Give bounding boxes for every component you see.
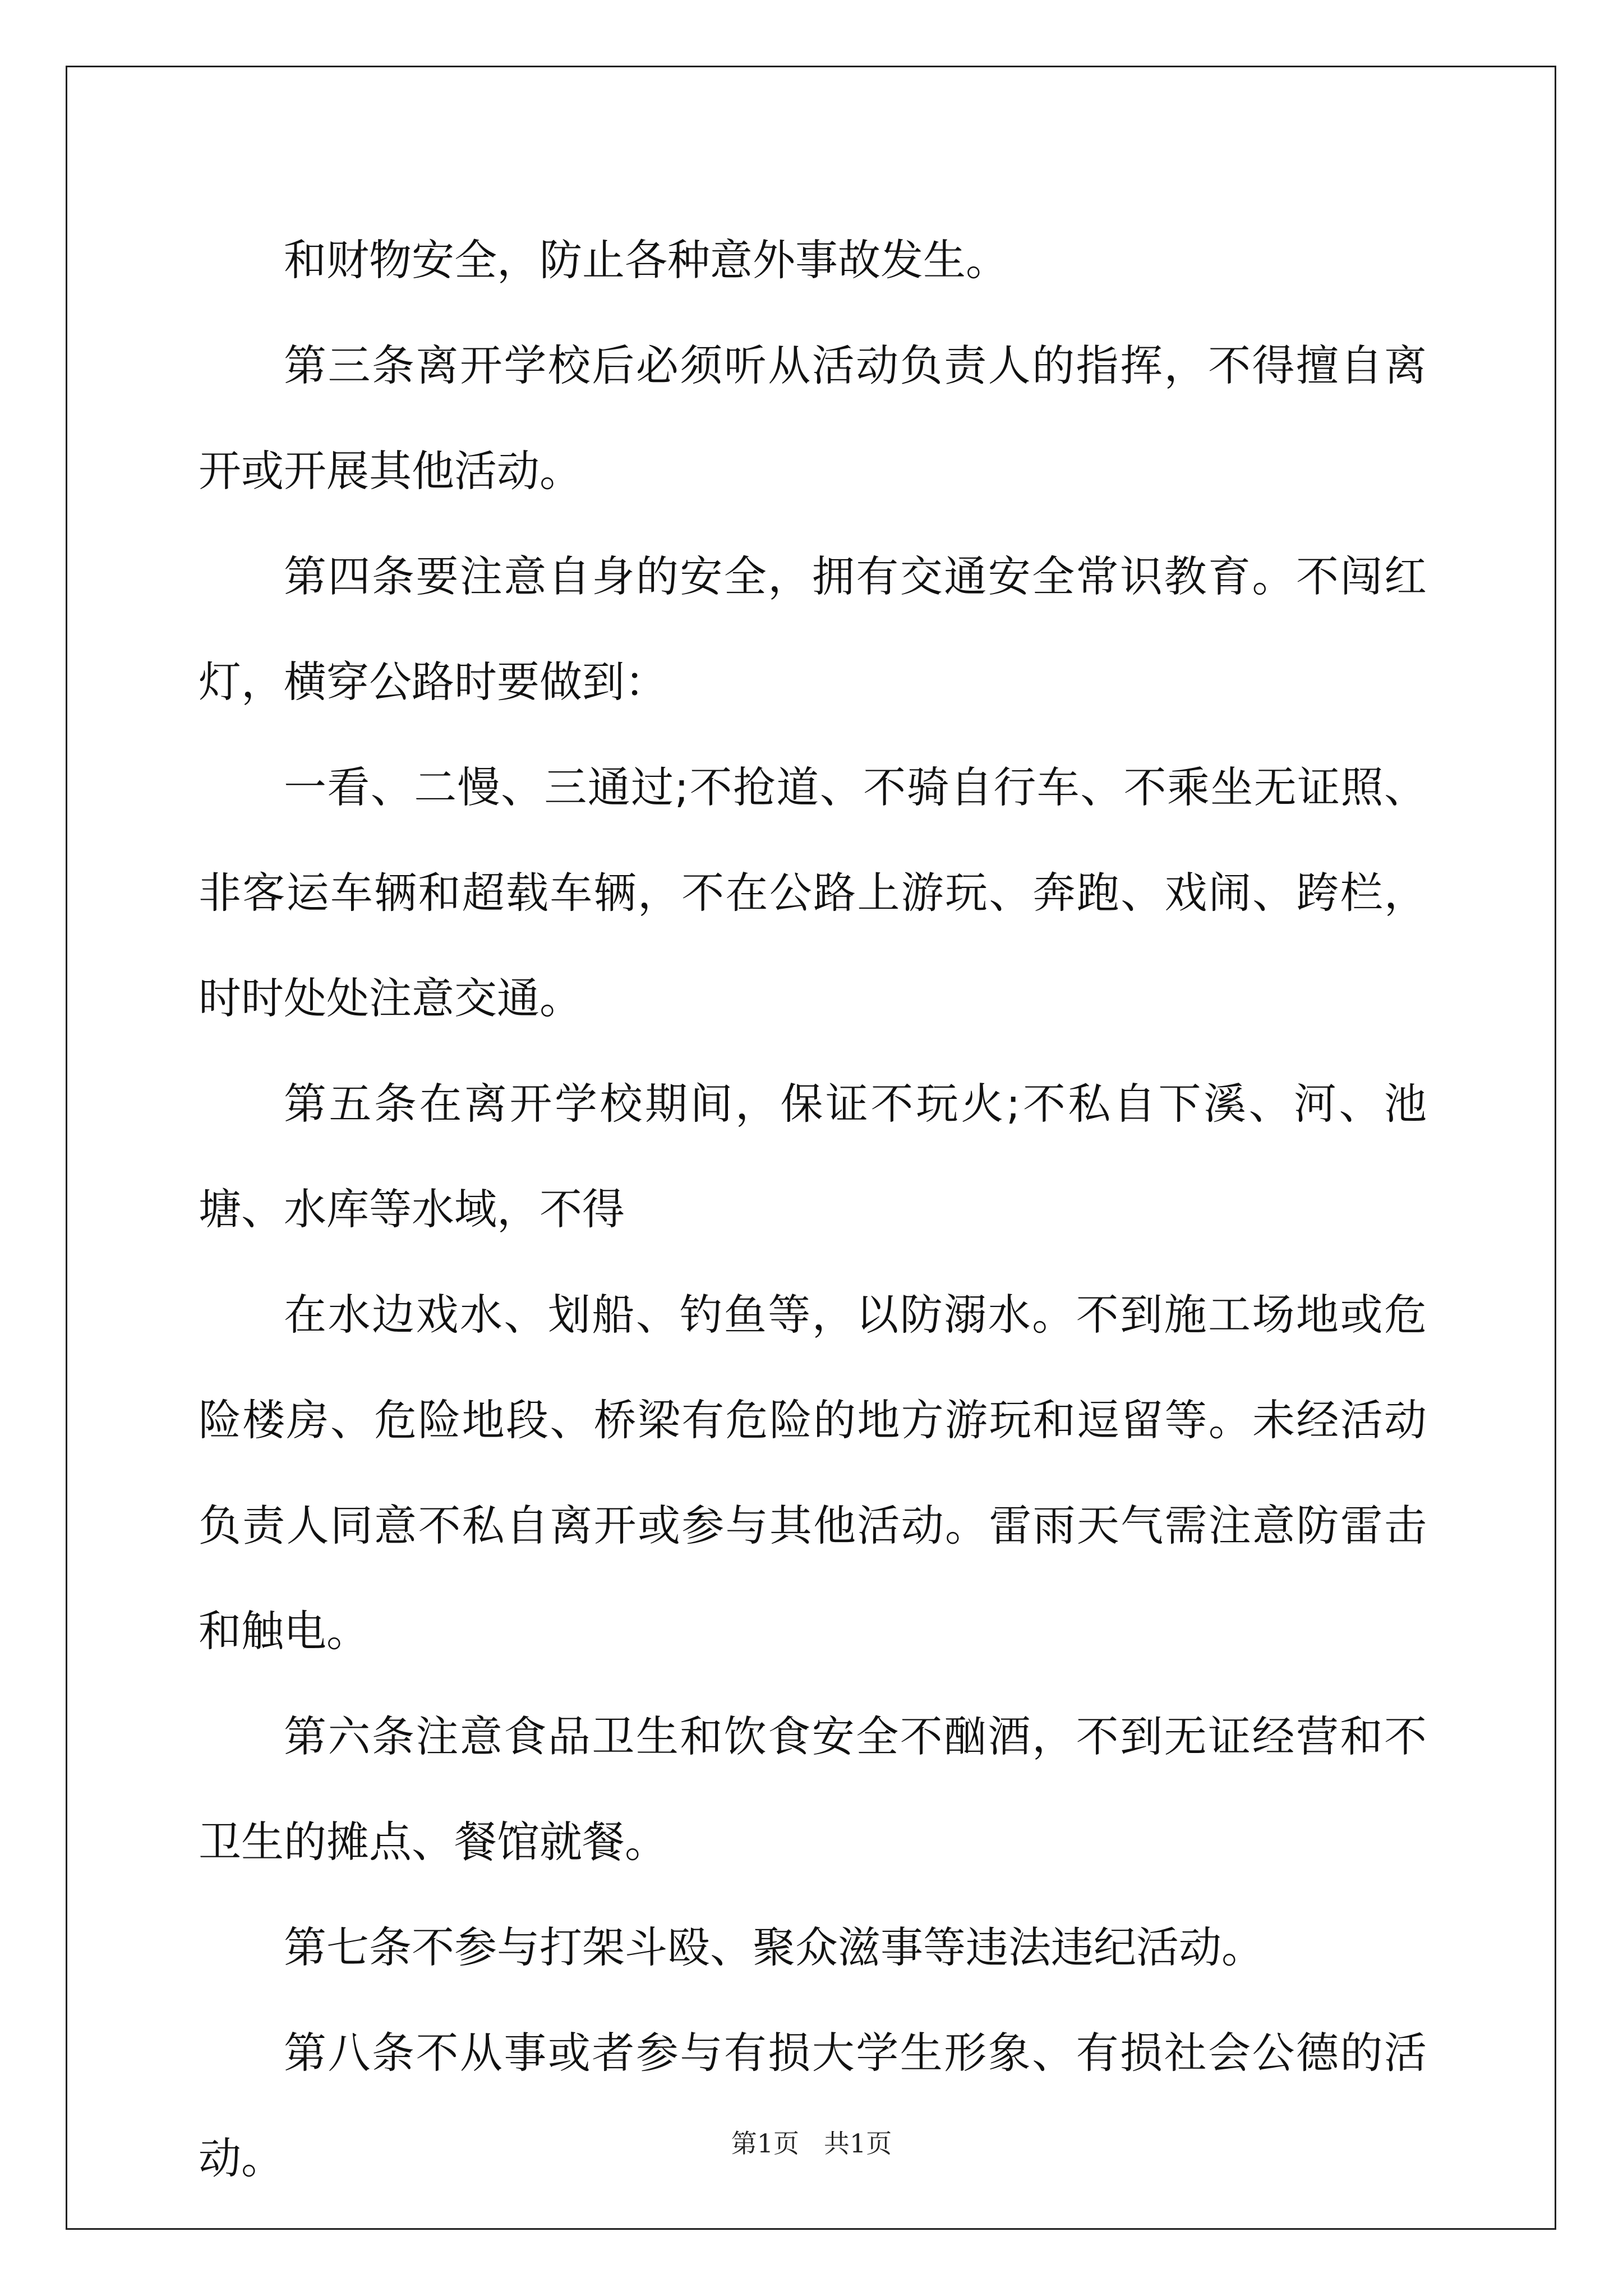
document-body — [199, 208, 1427, 2211]
paragraph-2: 第三条离开学校后必须听从活动负责人的指挥，不得擅自离开或开展其他活动。 — [199, 341, 1427, 496]
page-number-current: 第1页 — [731, 2128, 799, 2159]
paragraph-8: 第七条不参与打架斗殴、聚众滋事等违法违纪活动。 — [284, 1922, 1264, 1972]
paragraph-4: 一看、二慢、三通过;不抢道、不骑自行车、不乘坐无证照、非客运车辆和超载车辆，不在公路上游玩、奔跑、戏闹、跨栏，时时处处注意交通。 — [199, 762, 1427, 1023]
page-number-total: 共1页 — [824, 2128, 892, 2159]
paragraph-1: 和财物安全，防止各种意外事故发生。 — [284, 235, 1008, 285]
page-footer — [0, 2123, 1623, 2160]
paragraph-6: 在水边戏水、划船、钓鱼等，以防溺水。不到施工场地或危险楼房、危险地段、桥梁有危险的地方游玩和逗留等。未经活动负责人同意不私自离开或参与其他活动。雷雨天气需注意防雷击和触电。 — [199, 1290, 1427, 1656]
paragraph-9: 第八条不从事或者参与有损大学生形象、有损社会公德的活动。 — [199, 2028, 1427, 2183]
paragraph-7: 第六条注意食品卫生和饮食安全不酗酒，不到无证经营和不卫生的摊点、餐馆就餐。 — [199, 1711, 1427, 1867]
paragraph-3: 第四条要注意自身的安全，拥有交通安全常识教育。不闯红灯，横穿公路时要做到： — [199, 551, 1427, 707]
paragraph-5: 第五条在离开学校期间，保证不玩火;不私自下溪、河、池塘、水库等水域，不得 — [199, 1079, 1427, 1234]
